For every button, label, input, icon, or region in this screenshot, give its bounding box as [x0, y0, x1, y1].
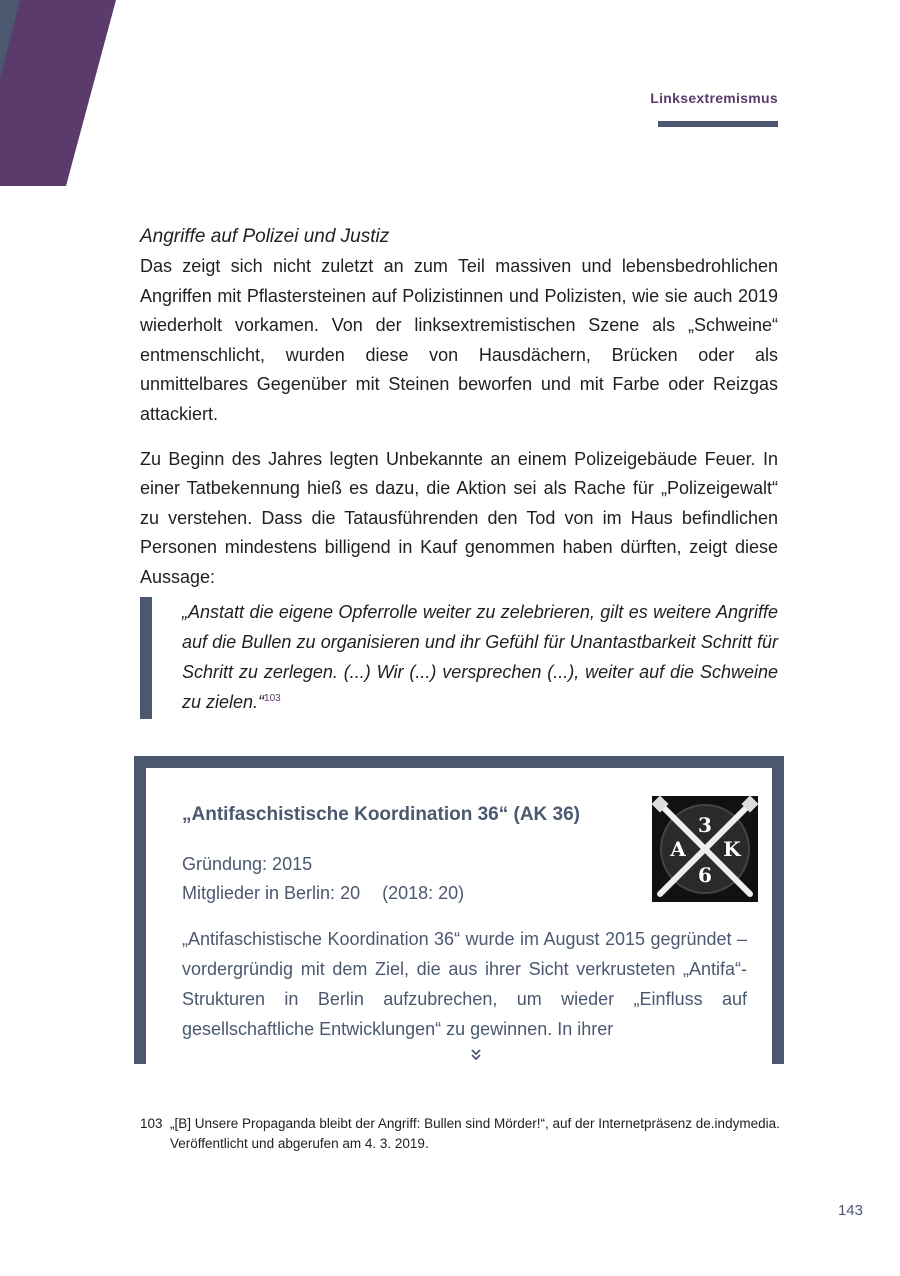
info-box-title: „Antifaschistische Koordination 36“ (AK 36)	[182, 804, 581, 825]
quote-bar	[140, 597, 152, 719]
members-line	[182, 879, 464, 908]
section-subheading: Angriffe auf Polizei und Justiz	[140, 226, 390, 247]
logo-letter-bottom: 6	[698, 863, 712, 887]
info-box-meta	[182, 850, 464, 908]
body-paragraph-1: Das zeigt sich nicht zuletzt an zum Teil massiven und lebensbedrohlichen Angriffen mit Pflastersteinen auf Polizistinnen und Polizisten, wie sie auch 2019 wiederholt vorkamen. Von der linksextremistischen Szene als „Schweine“ entmenschlicht, wurden diese von Hausdächern, Brücken oder als unmittelbares Gegenüber mit Steinen beworfen und mit Farbe oder Reizgas attackiert.	[140, 256, 778, 424]
main-section	[140, 222, 778, 608]
footnote-number: 103	[140, 1116, 163, 1131]
info-box	[134, 756, 784, 1064]
body-paragraph-2: Zu Beginn des Jahres legten Unbekannte an einem Polizeigebäude Feuer. In einer Tatbekennung hieß es dazu, die Aktion sei als Rache für „Polizeigewalt“ zu verstehen. Dass die Tatausführenden den Tod von im Haus befindlichen Personen mindestens billigend in Kauf genommen haben dürften, zeigt diese Aussage:	[140, 448, 778, 587]
page-number: 143	[837, 1202, 863, 1219]
footnote-reference[interactable]: 103	[264, 693, 281, 704]
logo-letter-top: 3	[698, 813, 712, 837]
footnote	[140, 1114, 780, 1154]
info-box-text: „Antifaschistische Koordination 36“ wurde im August 2015 gegründet – vordergründig mit dem Ziel, die aus ihrer Sicht verkrusteten „Antifa“-Strukturen in Berlin aufzubrechen, um wieder „Einfluss auf gesellschaftliche Entwicklungen“ zu gewinnen. In ihrer	[182, 929, 747, 1039]
logo-letter-left: A	[670, 837, 686, 861]
running-head: Linksextremismus	[650, 90, 778, 106]
quote-body: „Anstatt die eigene Opferrolle weiter zu zelebrieren, gilt es weitere Angriffe auf die Bullen zu organisieren und ihr Gefühl für Unantastbarkeit Schritt für Schritt zu zerlegen. (...) Wir (...) versprechen (...), weiter auf die Schweine zu zielen.“	[182, 602, 778, 712]
quote-text	[182, 597, 778, 717]
logo-letter-right: K	[723, 837, 741, 861]
header-rule	[658, 121, 778, 127]
members-count: Mitglieder in Berlin: 20	[182, 883, 361, 903]
members-previous: (2018: 20)	[382, 883, 465, 903]
blockquote	[140, 597, 778, 719]
double-chevron-down-icon[interactable]	[469, 1048, 483, 1062]
ak36-logo	[652, 796, 758, 902]
footnote-text: „[B] Unsere Propaganda bleibt der Angriff: Bullen sind Mörder!“, auf der Internetpräsenz de.indymedia. Veröffentlicht und abgerufen am 4. 3. 2019.	[170, 1116, 780, 1151]
founding-line: Gründung: 2015	[182, 854, 313, 874]
corner-decoration	[0, 0, 120, 186]
